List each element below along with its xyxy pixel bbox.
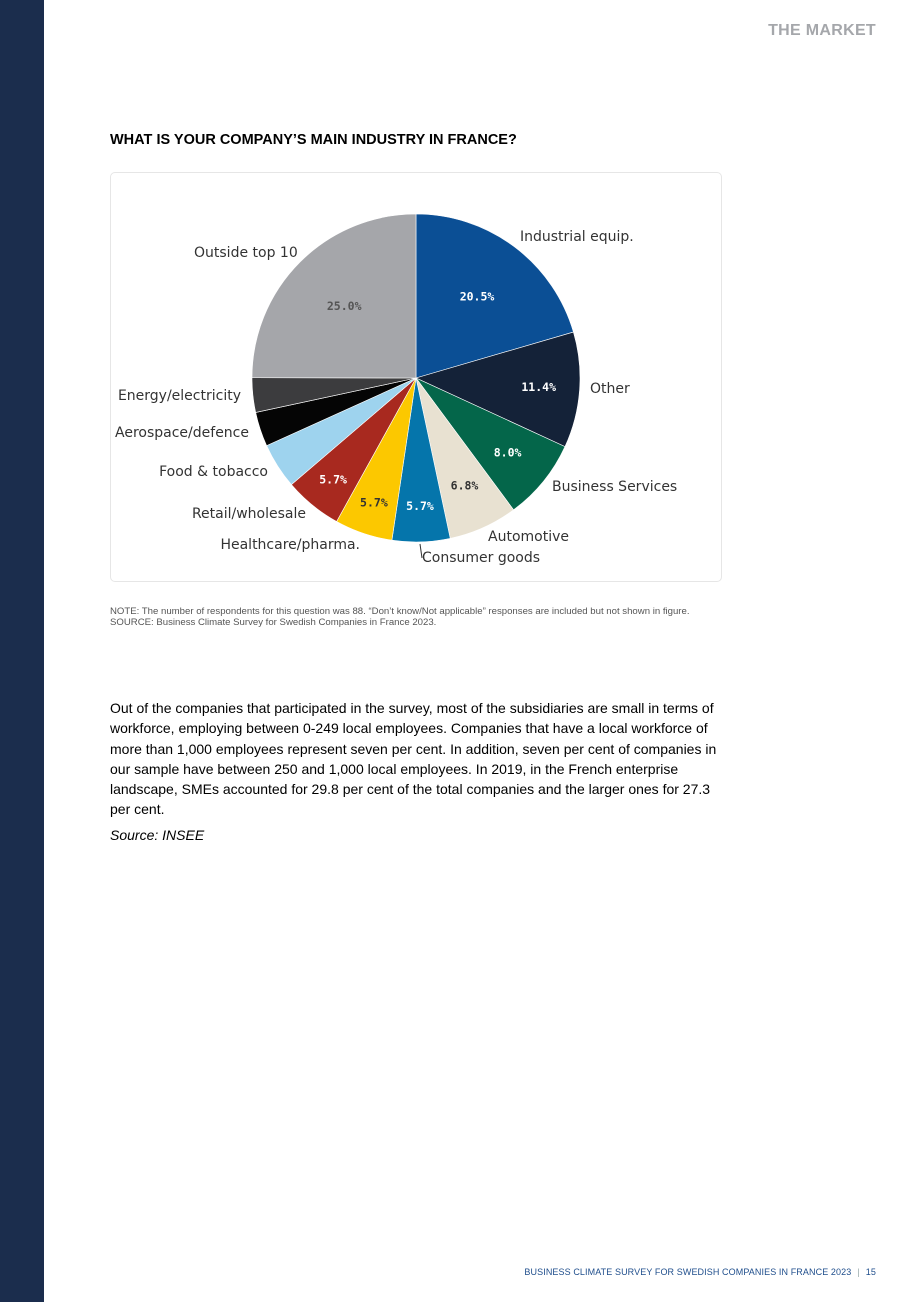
slice-category-label: Aerospace/defence — [115, 425, 249, 441]
slice-category-label: Outside top 10 — [194, 245, 298, 261]
slice-value-label: 20.5% — [459, 289, 495, 304]
slice-category-label: Automotive — [488, 529, 569, 545]
slice-category-label: Other — [590, 381, 630, 397]
footer-separator: | — [857, 1267, 860, 1277]
note-text: NOTE: The number of respondents for this question was 88. “Don’t know/Not applicable” responses are included but not shown in figure. — [110, 606, 690, 617]
slice-value-label: 5.7% — [406, 498, 434, 513]
slice-category-label: Healthcare/pharma. — [220, 537, 360, 553]
pie-slice-outside-top-10 — [252, 214, 416, 378]
slice-value-label: 5.7% — [360, 495, 388, 510]
pie-chart — [110, 172, 722, 582]
page-number: 15 — [865, 1267, 876, 1277]
slice-category-label: Retail/wholesale — [191, 506, 306, 522]
source-text: SOURCE: Business Climate Survey for Swedish Companies in France 2023. — [110, 617, 437, 628]
chart-title: WHAT IS YOUR COMPANY’S MAIN INDUSTRY IN FRANCE? — [110, 132, 517, 148]
body-paragraph: Out of the companies that participated in the survey, most of the subsidiaries are small in terms of workforce, employing between 0-249 local employees. Companies that have a local workforce of more than 1,000 employees represent seven per cent. In addition, seven per cent of companies in our sample have between 250 and 1,000 local employees. In 2019, in the French enterprise landscape, SMEs accounted for 29.8 per cent of the total companies and the larger ones for 27.3 per cent. — [110, 700, 717, 818]
slice-category-label: Consumer goods — [422, 550, 541, 566]
slice-category-label: Industrial equip. — [520, 229, 634, 245]
slice-category-label: Food & tobacco — [159, 464, 268, 480]
chart-notes — [110, 606, 722, 628]
slice-value-label: 5.7% — [319, 472, 347, 487]
section-label: THE MARKET — [768, 22, 876, 39]
footer-publication: BUSINESS CLIMATE SURVEY FOR SWEDISH COMPANIES IN FRANCE 2023 — [524, 1267, 852, 1277]
slice-category-label: Energy/electricity — [117, 388, 241, 404]
slice-value-label: 25.0% — [326, 299, 362, 313]
page-footer — [524, 1267, 876, 1277]
source-citation: Source: INSEE — [110, 827, 205, 843]
slice-value-label: 11.4% — [521, 380, 557, 395]
slice-category-label: Business Services — [552, 479, 678, 495]
slice-value-label: 6.8% — [450, 478, 479, 493]
slice-value-label: 8.0% — [493, 445, 522, 460]
sidebar-band — [0, 0, 44, 1302]
